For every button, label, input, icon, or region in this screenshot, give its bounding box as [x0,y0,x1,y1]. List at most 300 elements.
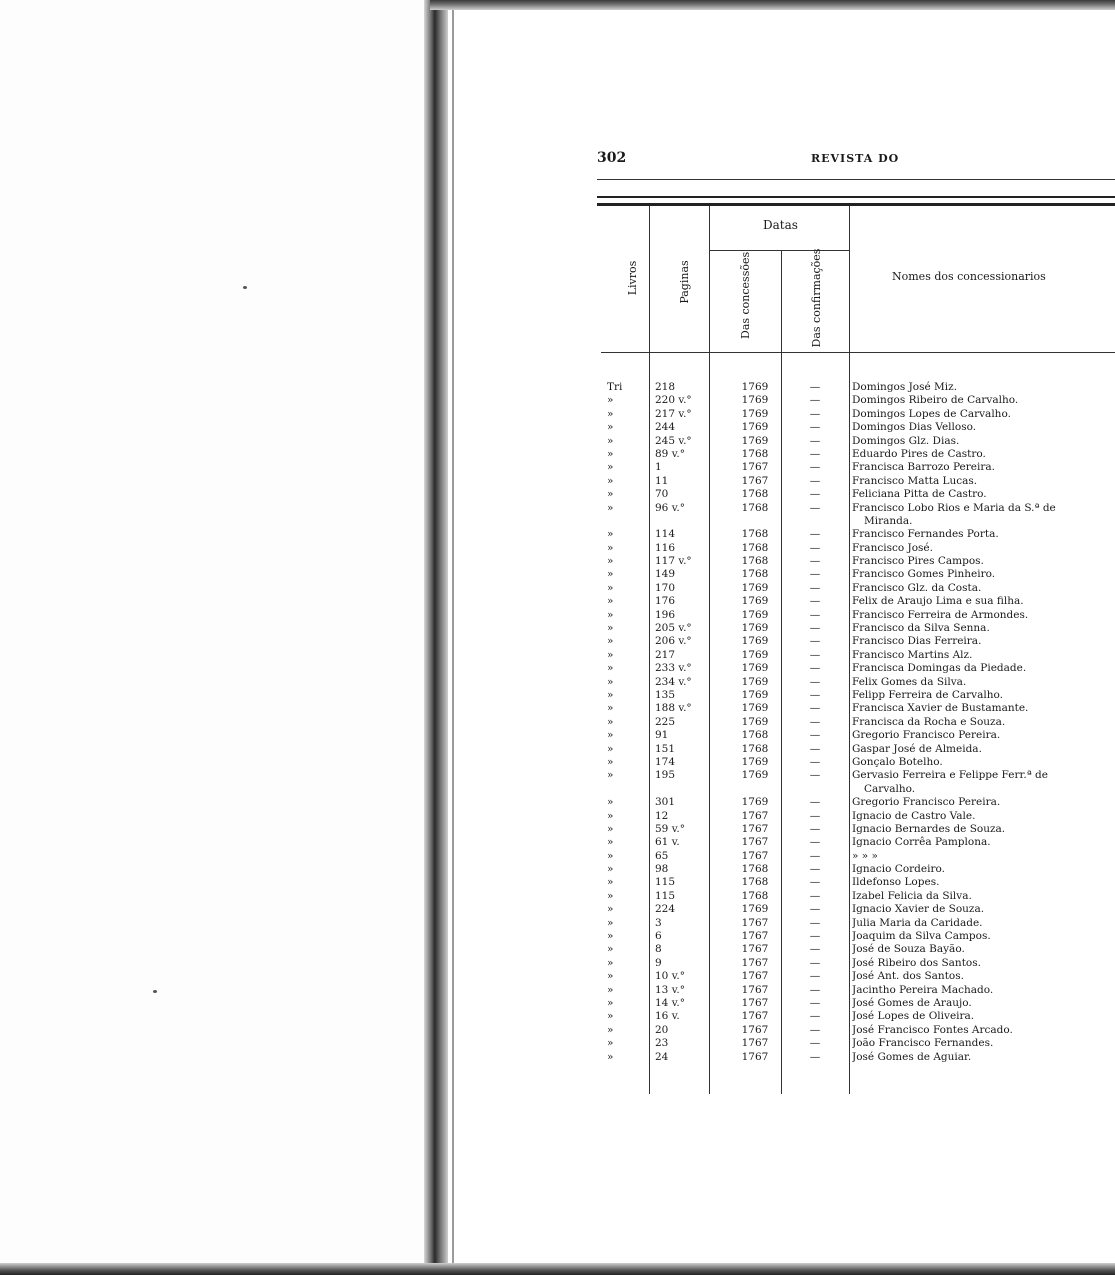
cell-nome-text: Domingos Lopes de Carvalho. [852,407,1011,420]
cell-livro-text: » [607,729,614,742]
cell-confirmacao [803,475,827,488]
cell-nome-text: José Lopes de Oliveira. [852,1010,975,1023]
cell-livro [607,1010,647,1023]
cell-nome [852,622,1115,635]
cell-livro-text: » [607,528,614,541]
cell-nome-text: Francisca da Rocha e Souza. [852,715,1006,728]
cell-nome [852,743,1115,756]
table-row [597,716,1115,729]
cell-livro [607,435,647,448]
cell-confirmacao-text: — [809,421,821,434]
cell-confirmacao-text: — [809,876,821,889]
cell-pagina [655,555,707,568]
table-row [597,448,1115,461]
cell-pagina-text: 149 [655,568,676,581]
paper-speck [243,286,247,289]
cell-concessao-text: 1769 [741,595,769,608]
cell-pagina [655,488,707,501]
cell-nome [852,810,1115,823]
cell-livro [607,836,647,849]
cell-nome-text: José de Souza Bayão. [852,943,965,956]
cell-confirmacao [803,555,827,568]
cell-concessao [737,836,773,849]
cell-confirmacao-text: — [809,970,821,983]
cell-confirmacao-text: — [809,742,821,755]
cell-confirmacao [803,542,827,555]
cell-confirmacao [803,408,827,421]
cell-livro [607,542,647,555]
cell-confirmacao-text: — [809,836,821,849]
cell-nome [852,702,1115,715]
cell-confirmacao [803,1024,827,1037]
cell-nome [852,381,1115,394]
cell-nome-text: Francisco Fernandes Porta. [852,528,999,541]
table-row [597,810,1115,823]
cell-concessao-text: 1767 [741,836,769,849]
cell-concessao [737,461,773,474]
cell-concessao [737,502,773,515]
cell-pagina [655,421,707,434]
cell-confirmacao-text: — [809,1023,821,1036]
cell-concessao [737,1010,773,1023]
cell-nome [852,930,1115,943]
cell-concessao-text: 1769 [741,689,769,701]
book-gutter [424,0,448,1275]
table-row [597,609,1115,622]
cell-pagina [655,836,707,849]
cell-livro [607,448,647,461]
cell-confirmacao-text: — [809,541,821,554]
cell-pagina-text: 151 [655,742,676,755]
cell-livro-text: » [607,956,614,969]
table-row [597,756,1115,769]
cell-livro [607,769,647,782]
cell-pagina-text: 218 [655,381,676,393]
cell-nome-text: Felix de Araujo Lima e sua filha. [852,595,1024,608]
cell-nome [852,876,1115,889]
cell-livro [607,649,647,662]
cell-nome [852,970,1115,983]
cell-concessao-text: 1769 [741,381,769,393]
cell-pagina [655,649,707,662]
cell-concessao-text: 1767 [741,1010,769,1023]
cell-pagina [655,903,707,916]
cell-concessao [737,743,773,756]
cell-confirmacao [803,702,827,715]
cell-livro-text: » [607,474,614,487]
cell-concessao-text: 1768 [741,742,769,755]
cell-nome [852,997,1115,1010]
table-row [597,943,1115,956]
cell-confirmacao [803,917,827,930]
cell-concessao [737,421,773,434]
table-row [597,435,1115,448]
cell-nome-text: Gaspar José de Almeida. [852,742,982,755]
cell-nome-text: Gervasio Ferreira e Felippe Ferr.ª de [852,769,1048,782]
cell-nome [852,555,1115,568]
cell-concessao [737,702,773,715]
cell-concessao [737,863,773,876]
cell-concessao-text: 1769 [741,407,769,420]
cell-livro-text: » [607,822,614,835]
cell-nome [852,542,1115,555]
cell-concessao [737,408,773,421]
cell-pagina [655,1010,707,1023]
cell-livro [607,1024,647,1037]
cell-livro [607,1037,647,1050]
cell-concessao-text: 1769 [741,622,769,635]
cell-confirmacao-text: — [809,581,821,594]
cell-pagina-text: 70 [655,488,669,501]
cell-livro-text: » [607,755,614,768]
cell-concessao-text: 1767 [741,983,769,996]
cell-confirmacao [803,997,827,1010]
cell-confirmacao [803,461,827,474]
cell-livro [607,970,647,983]
cell-pagina-text: 206 v.° [655,635,692,648]
cell-pagina [655,796,707,809]
cell-livro [607,555,647,568]
cell-pagina-text: 244 [655,421,676,434]
table-row [597,970,1115,983]
table-body [597,381,1115,1064]
cell-nome [852,1010,1115,1023]
cell-nome-text: José Gomes de Araujo. [852,997,972,1009]
cell-livro-text: » [607,943,614,956]
cell-nome-text: José Ribeiro dos Santos. [852,956,981,969]
cell-livro [607,595,647,608]
cell-confirmacao [803,488,827,501]
cell-confirmacao [803,823,827,836]
cell-pagina [655,716,707,729]
cell-concessao [737,957,773,970]
cell-concessao-text: 1769 [741,662,769,675]
cell-livro [607,461,647,474]
cell-confirmacao [803,635,827,648]
cell-concessao [737,729,773,742]
cell-pagina [655,582,707,595]
cell-confirmacao-text: — [809,930,821,943]
table-row [597,1010,1115,1023]
cell-confirmacao [803,943,827,956]
table-row [597,917,1115,930]
cell-concessao [737,943,773,956]
cell-livro-text: » [607,1050,614,1063]
cell-confirmacao-text: — [809,1010,821,1023]
cell-confirmacao [803,890,827,903]
cell-concessao [737,890,773,903]
cell-confirmacao-text: — [809,755,821,768]
cell-nome [852,595,1115,608]
cell-nome-text: Felix Gomes da Silva. [852,675,967,688]
table-row [597,662,1115,675]
cell-livro [607,810,647,823]
cell-confirmacao [803,957,827,970]
cell-livro [607,743,647,756]
cell-concessao-text: 1767 [741,1037,769,1050]
cell-pagina-text: 195 [655,769,676,782]
cell-concessao [737,435,773,448]
cell-concessao-text: 1767 [741,809,769,822]
table-row [597,421,1115,434]
cell-nome [852,662,1115,675]
cell-nome [852,609,1115,622]
cell-pagina-text: 89 v.° [655,447,685,460]
cell-concessao [737,756,773,769]
cell-confirmacao [803,448,827,461]
cell-livro [607,863,647,876]
cell-livro-text: » [607,930,614,943]
cell-livro-text: » [607,1023,614,1036]
cell-confirmacao [803,528,827,541]
cell-pagina-text: 174 [655,755,676,768]
cell-concessao-text: 1769 [741,581,769,594]
cell-pagina [655,609,707,622]
table-row [597,863,1115,876]
cell-confirmacao-text: — [809,702,821,715]
cell-livro-text: » [607,675,614,688]
cell-confirmacao-text: — [809,461,821,474]
cell-concessao-text: 1769 [741,635,769,648]
cell-livro-text: » [607,849,614,862]
cell-nome-text: Ignacio Bernardes de Souza. [852,822,1006,835]
cell-pagina [655,930,707,943]
cell-pagina [655,635,707,648]
cell-confirmacao-text: — [809,501,821,514]
cell-concessao-text: 1767 [741,461,769,474]
cell-livro-text: » [607,447,614,460]
cell-concessao [737,394,773,407]
cell-nome-text: Ildefonso Lopes. [852,876,940,889]
table-row [597,890,1115,903]
cell-pagina-text: 59 v.° [655,822,685,835]
cell-nome [852,890,1115,903]
table-top-rule-thick [597,203,1115,206]
cell-livro-text: » [607,488,614,501]
cell-confirmacao-text: — [809,662,821,675]
cell-confirmacao-text: — [809,568,821,581]
cell-livro-text: » [607,501,614,514]
cell-pagina [655,729,707,742]
cell-nome-text: João Francisco Fernandes. [852,1037,994,1050]
cell-confirmacao-text: — [809,648,821,661]
cell-concessao-text: 1767 [741,943,769,956]
cell-confirmacao-text: — [809,916,821,929]
cell-confirmacao-text: — [809,689,821,701]
cell-pagina-text: 217 v.° [655,407,692,420]
cell-livro-text: » [607,1010,614,1023]
header-nomes: Nomes dos concessionarios [892,270,1046,283]
cell-confirmacao-text: — [809,381,821,393]
cell-livro [607,488,647,501]
cell-confirmacao-text: — [809,729,821,742]
cell-nome [852,394,1115,407]
cell-nome [852,528,1115,541]
cell-pagina [655,502,707,515]
cell-livro [607,917,647,930]
cell-concessao [737,716,773,729]
cell-pagina [655,876,707,889]
cell-concessao-text: 1768 [741,863,769,876]
cell-pagina [655,662,707,675]
cell-concessao [737,488,773,501]
cell-nome [852,863,1115,876]
cell-nome-text: Domingos Dias Velloso. [852,421,977,434]
cell-confirmacao-text: — [809,528,821,541]
cell-concessao-text: 1769 [741,755,769,768]
cell-pagina-text: 115 [655,876,676,889]
cell-confirmacao-text: — [809,822,821,835]
cell-concessao-text: 1769 [741,394,769,407]
table-row [597,461,1115,474]
cell-pagina-text: 96 v.° [655,501,685,514]
cell-livro [607,957,647,970]
cell-pagina-text: 20 [655,1023,669,1036]
table-row [597,381,1115,394]
cell-confirmacao [803,381,827,394]
cell-pagina-text: 233 v.° [655,662,692,675]
cell-livro [607,729,647,742]
cell-livro-text: » [607,876,614,889]
table-row [597,528,1115,541]
cell-livro-text: » [607,836,614,849]
cell-nome-text: Francisco Lobo Rios e Maria da S.ª de [852,501,1056,514]
cell-confirmacao-text: — [809,863,821,876]
cell-livro [607,381,647,394]
document-page [597,0,1115,1275]
cell-nome-text: Francisco Matta Lucas. [852,474,978,487]
cell-nome-text: Ignacio Xavier de Souza. [852,903,985,916]
cell-concessao-text: 1768 [741,528,769,541]
cell-pagina [655,381,707,394]
cell-concessao [737,970,773,983]
cell-confirmacao [803,662,827,675]
cell-pagina [655,689,707,702]
cell-nome-text: José Francisco Fontes Arcado. [852,1023,1013,1036]
cell-pagina-text: 170 [655,581,676,594]
cell-confirmacao-text: — [809,407,821,420]
cell-confirmacao-text: — [809,943,821,956]
table-row [597,769,1115,796]
cell-concessao-text: 1769 [741,796,769,809]
cell-concessao-text: 1769 [741,702,769,715]
cell-confirmacao-text: — [809,488,821,501]
cell-pagina [655,756,707,769]
cell-confirmacao-text: — [809,635,821,648]
cell-confirmacao [803,836,827,849]
cell-livro [607,475,647,488]
cell-livro-text: » [607,662,614,675]
cell-nome-text: Gregorio Francisco Pereira. [852,796,1001,809]
cell-nome [852,756,1115,769]
table-row [597,850,1115,863]
cell-pagina-text: 1 [655,461,662,474]
cell-livro-text: » [607,715,614,728]
cell-pagina-text: 6 [655,930,662,943]
cell-concessao-text: 1767 [741,970,769,983]
cell-livro [607,408,647,421]
cell-nome [852,635,1115,648]
cell-nome-text: Ignacio de Castro Vale. [852,809,976,822]
cell-pagina-text: 10 v.° [655,970,685,983]
cell-nome [852,957,1115,970]
cell-concessao-text: 1768 [741,501,769,514]
cell-pagina-text: 23 [655,1037,669,1050]
cell-concessao-text: 1768 [741,876,769,889]
cell-nome [852,475,1115,488]
cell-concessao [737,676,773,689]
cell-nome-text: Francisco Martins Alz. [852,648,973,661]
cell-concessao [737,595,773,608]
header-datas: Datas [763,218,798,232]
cell-confirmacao [803,394,827,407]
table-row [597,595,1115,608]
cell-nome-text: Francisco da Silva Senna. [852,622,990,635]
cell-concessao-text: 1768 [741,555,769,568]
cell-confirmacao [803,1051,827,1064]
cell-livro [607,876,647,889]
table-row [597,582,1115,595]
cell-concessao-text: 1769 [741,903,769,916]
cell-nome-text: Gonçalo Botelho. [852,755,943,768]
cell-nome-text: Gregorio Francisco Pereira. [852,729,1001,742]
cell-confirmacao [803,863,827,876]
cell-livro-text: » [607,648,614,661]
table-row [597,475,1115,488]
cell-nome [852,502,1115,529]
cell-confirmacao-text: — [809,903,821,916]
cell-pagina [655,917,707,930]
cell-confirmacao-text: — [809,769,821,782]
cell-confirmacao-text: — [809,622,821,635]
cell-pagina [655,568,707,581]
cell-confirmacao [803,970,827,983]
cell-pagina-text: 61 v. [655,836,680,849]
cell-concessao [737,903,773,916]
cell-livro-text: » [607,635,614,648]
cell-pagina-text: 220 v.° [655,394,692,407]
cell-livro [607,568,647,581]
cell-livro-text: » [607,983,614,996]
cell-confirmacao [803,756,827,769]
cell-livro-text: » [607,689,614,701]
cell-pagina [655,823,707,836]
cell-livro [607,689,647,702]
cell-nome [852,461,1115,474]
table-row [597,1051,1115,1064]
cell-concessao [737,622,773,635]
cell-livro [607,609,647,622]
cell-concessao-text: 1769 [741,648,769,661]
cell-concessao [737,1051,773,1064]
cell-livro [607,662,647,675]
cell-pagina-text: 188 v.° [655,702,692,715]
cell-livro [607,930,647,943]
cell-pagina [655,1024,707,1037]
cell-pagina-text: 196 [655,608,676,621]
cell-confirmacao [803,676,827,689]
cell-concessao-text: 1767 [741,997,769,1009]
cell-confirmacao [803,595,827,608]
table-row [597,568,1115,581]
table-row [597,649,1115,662]
cell-pagina-text: 217 [655,648,676,661]
cell-nome [852,676,1115,689]
cell-nome [852,823,1115,836]
cell-concessao [737,1024,773,1037]
cell-nome [852,903,1115,916]
cell-concessao [737,984,773,997]
